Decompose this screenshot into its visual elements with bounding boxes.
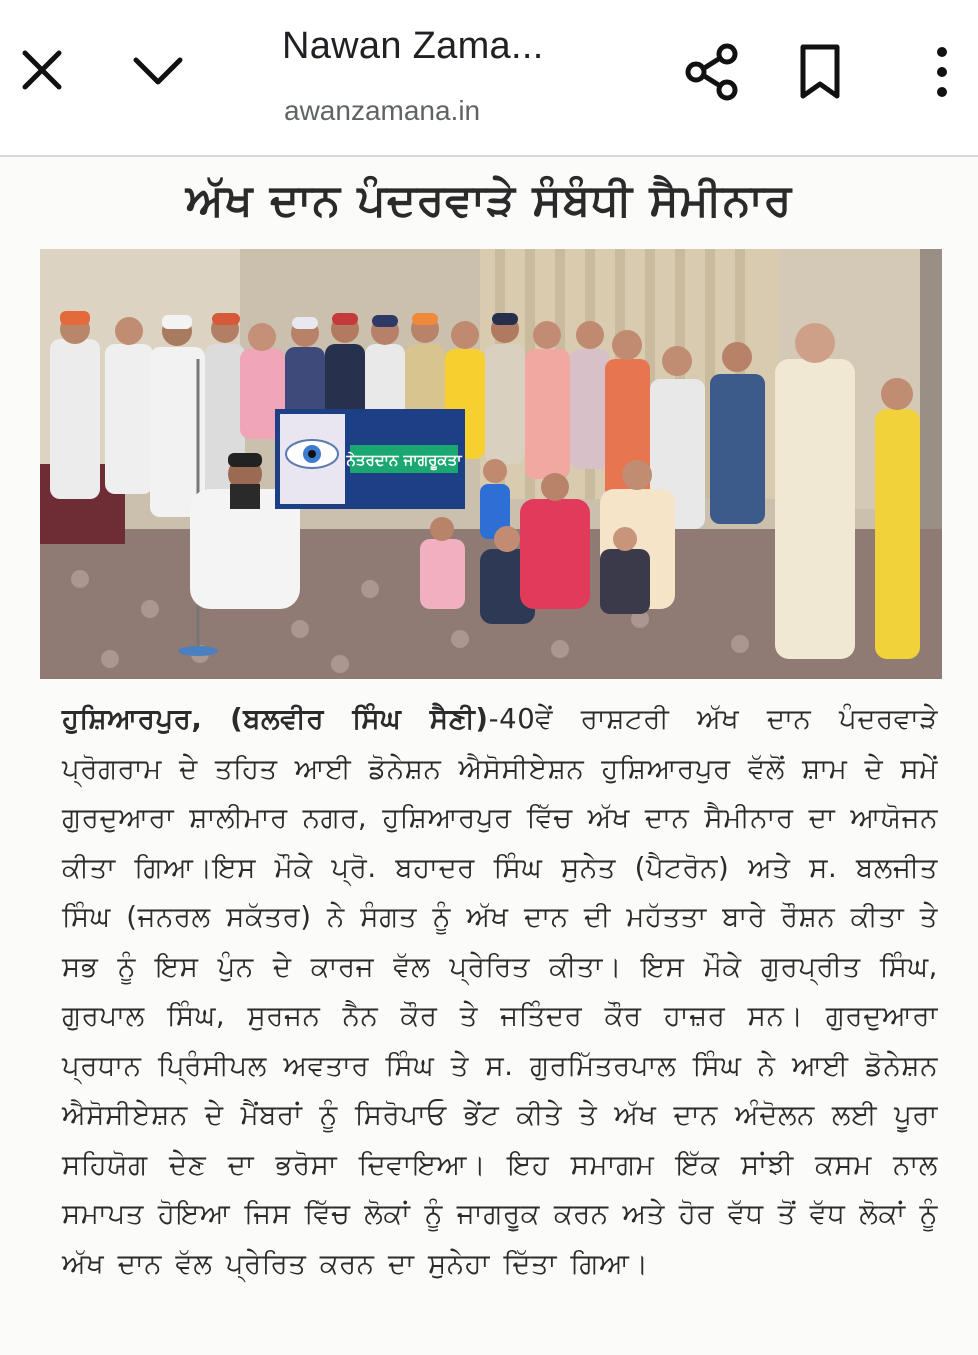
- page-title: Nawan Zama...: [282, 25, 544, 67]
- close-button[interactable]: [2, 30, 82, 110]
- article-body: [62, 695, 938, 1289]
- article-dateline: ਹੁਸ਼ਿਆਰਪੁਰ,: [62, 703, 203, 735]
- more-menu-button[interactable]: [912, 32, 972, 112]
- more-vert-icon: [932, 44, 952, 100]
- photo-banner-text: ਨੇਤਰਦਾਨ ਜਾਗਰੂਕਤਾ: [346, 451, 462, 469]
- article-body-text: -40ਵੇਂ ਰਾਸ਼ਟਰੀ ਅੱਖ ਦਾਨ ਪੰਦਰਵਾੜੇ ਪ੍ਰੋਗਰਾਮ ਦੇ ਤਹਿਤ ਆਈ ਡੋਨੇਸ਼ਨ ਐਸੋਸੀਏਸ਼ਨ ਹੁਸ਼ਿਆਰਪੁਰ ਵੱਲੋਂ ਸ਼ਾਮ ਦੇ ਸਮੇਂ ਗੁਰਦੁਆਰਾ ਸ਼ਾਲੀਮਾਰ ਨਗਰ, ਹੁਸ਼ਿਆਰਪੁਰ ਵਿੱਚ ਅੱਖ ਦਾਨ ਸੈਮੀਨਾਰ ਦਾ ਆਯੋਜਨ ਕੀਤਾ ਗਿਆ।ਇਸ ਮੌਕੇ ਪ੍ਰੋ. ਬਹਾਦਰ ਸਿੰਘ ਸੁਨੇਤ (ਪੈਟਰੋਨ) ਅਤੇ ਸ. ਬਲਜੀਤ ਸਿੰਘ (ਜਨਰਲ ਸਕੱਤਰ) ਨੇ ਸੰਗਤ ਨੂੰ ਅੱਖ ਦਾਨ ਦੀ ਮਹੱਤਤਾ ਬਾਰੇ ਰੌਸ਼ਨ ਕੀਤਾ ਤੇ ਸਭ ਨੂੰ ਇਸ ਪੁੰਨ ਦੇ ਕਾਰਜ ਵੱਲ ਪ੍ਰੇਰਿਤ ਕੀਤਾ। ਇਸ ਮੌਕੇ ਗੁਰਪ੍ਰੀਤ ਸਿੰਘ, ਗੁਰਪਾਲ ਸਿੰਘ, ਸੁਰਜਨ ਨੈਨ ਕੌਰ ਤੇ ਜਤਿੰਦਰ ਕੌਰ ਹਾਜ਼ਰ ਸਨ। ਗੁਰਦੁਆਰਾ ਪ੍ਰਧਾਨ ਪ੍ਰਿੰਸੀਪਲ ਅਵਤਾਰ ਸਿੰਘ ਤੇ ਸ. ਗੁਰਮਿੱਤਰਪਾਲ ਸਿੰਘ ਨੇ ਆਈ ਡੋਨੇਸ਼ਨ ਐਸੋਸੀਏਸ਼ਨ ਦੇ ਮੈਂਬਰਾਂ ਨੂੰ ਸਿਰੋਪਾਓ ਭੇਂਟ ਕੀਤੇ ਤੇ ਅੱਖ ਦਾਨ ਅੰਦੋਲਨ ਲਈ ਪੂਰਾ ਸਹਿਯੋਗ ਦੇਣ ਦਾ ਭਰੋਸਾ ਦਿਵਾਇਆ। ਇਹ ਸਮਾਗਮ ਇੱਕ ਸਾਂਝੀ ਕਸਮ ਨਾਲ ਸਮਾਪਤ ਹੋਇਆ ਜਿਸ ਵਿੱਚ ਲੋਕਾਂ ਨੂੰ ਜਾਗਰੂਕ ਕਰਨ ਅਤੇ ਹੋਰ ਵੱਧ ਤੋਂ ਵੱਧ ਲੋਕਾਂ ਨੂੰ ਅੱਖ ਦਾਨ ਵੱਲ ਪ੍ਰੇਰਿਤ ਕਰਨ ਦਾ ਸੁਨੇਹਾ ਦਿੱਤਾ ਗਿਆ।: [62, 703, 939, 1280]
- close-icon: [19, 47, 65, 93]
- share-icon: [681, 41, 743, 103]
- minimize-button[interactable]: [118, 30, 198, 110]
- chevron-down-icon: [130, 50, 186, 90]
- page-title-area[interactable]: [282, 22, 662, 128]
- article-photo: [40, 249, 942, 679]
- page-url: awanzamana.in: [284, 95, 481, 126]
- article-headline: ਅੱਖ ਦਾਨ ਪੰਦਰਵਾੜੇ ਸੰਬੰਧੀ ਸੈਮੀਨਾਰ: [185, 175, 793, 226]
- article-byline: (ਬਲਵੀਰ ਸਿੰਘ ਸੈਣੀ): [230, 703, 489, 735]
- group-photo-illustration: [40, 249, 942, 679]
- article: [0, 157, 978, 1355]
- browser-toolbar: [0, 0, 978, 157]
- share-button[interactable]: [672, 32, 752, 112]
- bookmark-button[interactable]: [780, 32, 860, 112]
- bookmark-icon: [797, 43, 843, 101]
